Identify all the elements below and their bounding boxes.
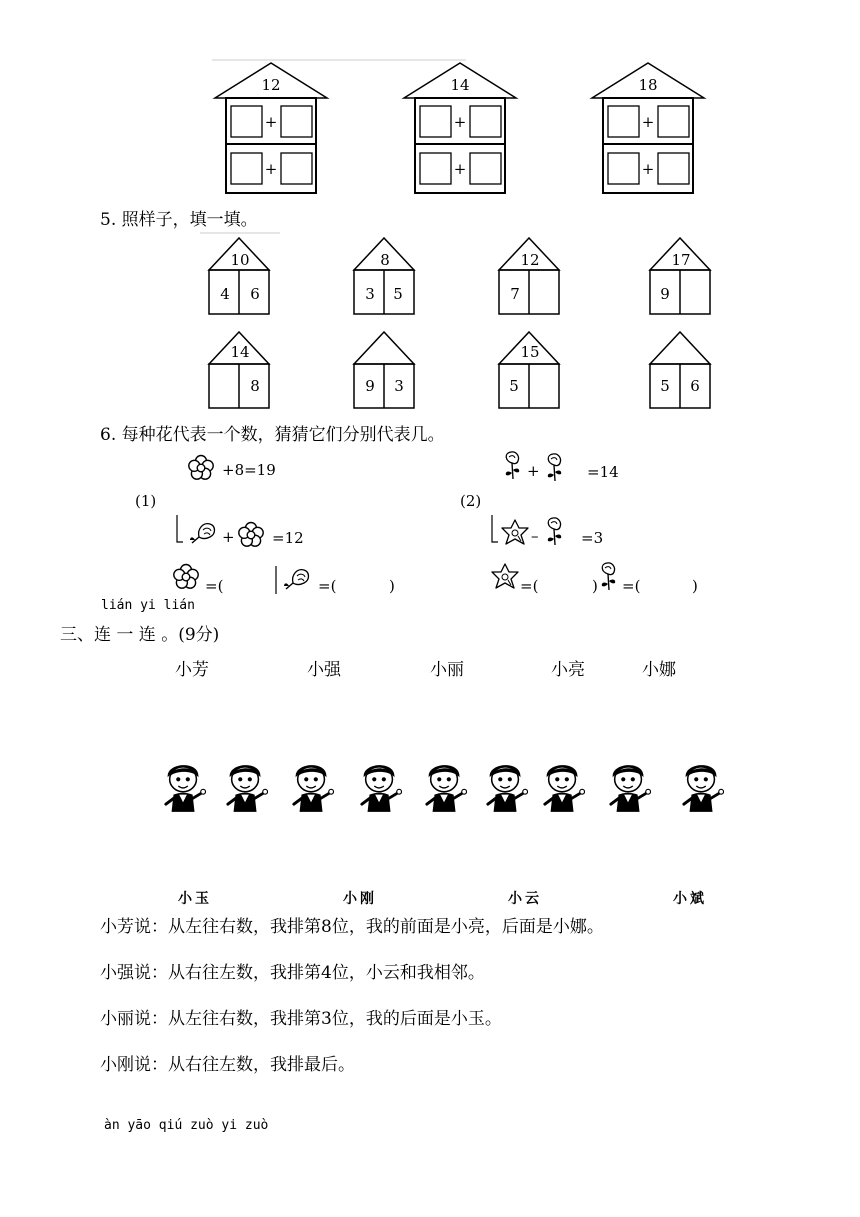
p1-plus: + (222, 528, 235, 546)
roof-number: 12 (261, 76, 281, 94)
small-house-5 (209, 332, 269, 408)
answer-box[interactable] (281, 106, 312, 137)
q6-title: 6. 每种花代表一个数，猜猜它们分别代表几。 (100, 425, 445, 445)
p1-eq2-text: =12 (272, 529, 304, 547)
answer-box[interactable] (470, 106, 501, 137)
big-house-1 (215, 63, 327, 193)
statement-2: 小强说：从右往左数，我排第4位，小云和我相邻。 (100, 963, 485, 983)
star-flower-icon (488, 560, 522, 594)
house-right-number[interactable]: 3 (394, 377, 404, 395)
bottom-name-xiaobin[interactable]: 小斌 (673, 891, 707, 907)
answer-close: ) (592, 577, 598, 595)
answer-box[interactable] (420, 153, 451, 184)
flower-icon (185, 451, 219, 485)
bottom-name-xiaogang[interactable]: 小刚 (343, 891, 377, 907)
house-top-number: 17 (671, 251, 691, 269)
house-top-number: 12 (520, 251, 540, 269)
child-4[interactable] (358, 755, 402, 817)
statement-4: 小刚说：从右往左数，我排最后。 (100, 1055, 355, 1075)
child-2[interactable] (224, 755, 268, 817)
house-left-number[interactable]: 5 (660, 377, 670, 395)
child-6[interactable] (484, 755, 528, 817)
answer-box[interactable] (658, 106, 689, 137)
plus-sign: + (641, 113, 655, 131)
house-left-number[interactable]: 7 (510, 285, 520, 303)
answer-open: =( (205, 577, 224, 595)
roof-number: 18 (638, 76, 658, 94)
house-left-number[interactable]: 5 (509, 377, 519, 395)
q5-title: 5. 照样子，填一填。 (100, 210, 258, 230)
answer-box[interactable] (231, 153, 262, 184)
big-house-3 (592, 63, 704, 193)
small-house-1 (209, 238, 269, 314)
big-house-2 (404, 63, 516, 193)
bottom-name-xiaoyun[interactable]: 小云 (508, 891, 542, 907)
p2-label: (2) (460, 492, 482, 510)
bracket-mark (173, 512, 185, 548)
small-house-6 (354, 332, 414, 408)
answer-close: ) (389, 577, 395, 595)
answer-open: =( (622, 577, 641, 595)
flower-icon (235, 518, 269, 552)
answer-open: =( (318, 577, 337, 595)
section3-pinyin: lián yi lián (101, 598, 195, 613)
plus-sign: + (264, 113, 278, 131)
house-right-number[interactable]: 6 (690, 377, 700, 395)
plus-sign: + (641, 160, 655, 178)
statement-3: 小丽说：从左往右数，我排第3位，我的后面是小玉。 (100, 1009, 502, 1029)
answer-box[interactable] (420, 106, 451, 137)
house-top-number: 15 (520, 343, 540, 361)
small-house-8 (650, 332, 710, 408)
house-left-number[interactable]: 3 (365, 285, 375, 303)
top-name-xiaoliang[interactable]: 小亮 (551, 660, 585, 680)
statement-1: 小芳说：从左往右数，我排第8位，我的前面是小亮，后面是小娜。 (100, 917, 604, 937)
top-name-xiaona[interactable]: 小娜 (642, 660, 676, 680)
p2-plus: + (527, 462, 540, 480)
small-house-2 (354, 238, 414, 314)
plus-sign: + (453, 160, 467, 178)
answer-box[interactable] (470, 153, 501, 184)
child-8[interactable] (607, 755, 651, 817)
small-house-7 (499, 332, 559, 408)
answer-box[interactable] (608, 106, 639, 137)
house-left-number[interactable]: 4 (220, 285, 230, 303)
small-houses-figure (0, 230, 860, 415)
child-3[interactable] (290, 755, 334, 817)
flower-icon (170, 560, 204, 594)
answer-close: ) (692, 577, 698, 595)
rose-icon (540, 451, 570, 485)
house-right-number[interactable]: 8 (250, 377, 260, 395)
star-flower-icon (498, 515, 532, 549)
p1-eq1-text: +8=19 (222, 461, 276, 479)
answer-open: =( (520, 577, 539, 595)
bottom-name-xiaoyu[interactable]: 小玉 (178, 891, 212, 907)
house-left-number[interactable]: 9 (660, 285, 670, 303)
p2-minus: – (531, 527, 539, 545)
rose-icon (594, 560, 624, 594)
child-1[interactable] (162, 755, 206, 817)
number-houses-figure (0, 0, 860, 200)
answer-box[interactable] (658, 153, 689, 184)
child-5[interactable] (423, 755, 467, 817)
top-name-xiaoli[interactable]: 小丽 (430, 660, 464, 680)
rose-side-icon (278, 562, 318, 596)
answer-box[interactable] (608, 153, 639, 184)
house-top-number: 14 (230, 343, 250, 361)
child-9[interactable] (680, 755, 724, 817)
footer-pinyin: àn yāo qiú zuò yi zuò (104, 1118, 269, 1133)
rose-icon (498, 449, 528, 483)
section3-title: 三、连 一 连 。(9分) (60, 625, 220, 645)
top-name-xiaoqiang[interactable]: 小强 (307, 660, 341, 680)
small-house-4 (650, 238, 710, 314)
top-name-xiaofang[interactable]: 小芳 (175, 660, 209, 680)
plus-sign: + (453, 113, 467, 131)
p2-eq1-text: =14 (587, 463, 619, 481)
p1-label: (1) (135, 492, 157, 510)
rose-side-icon (188, 515, 222, 549)
rose-icon (540, 515, 570, 549)
answer-box[interactable] (281, 153, 312, 184)
house-left-number[interactable]: 9 (365, 377, 375, 395)
roof-number: 14 (450, 76, 470, 94)
plus-sign: + (264, 160, 278, 178)
answer-box[interactable] (231, 106, 262, 137)
house-right-number[interactable]: 5 (393, 285, 403, 303)
house-top-number: 10 (230, 251, 250, 269)
child-7[interactable] (541, 755, 585, 817)
house-top-number: 8 (380, 251, 390, 269)
p2-eq2-text: =3 (581, 529, 604, 547)
house-right-number[interactable]: 6 (250, 285, 260, 303)
small-house-3 (499, 238, 559, 314)
